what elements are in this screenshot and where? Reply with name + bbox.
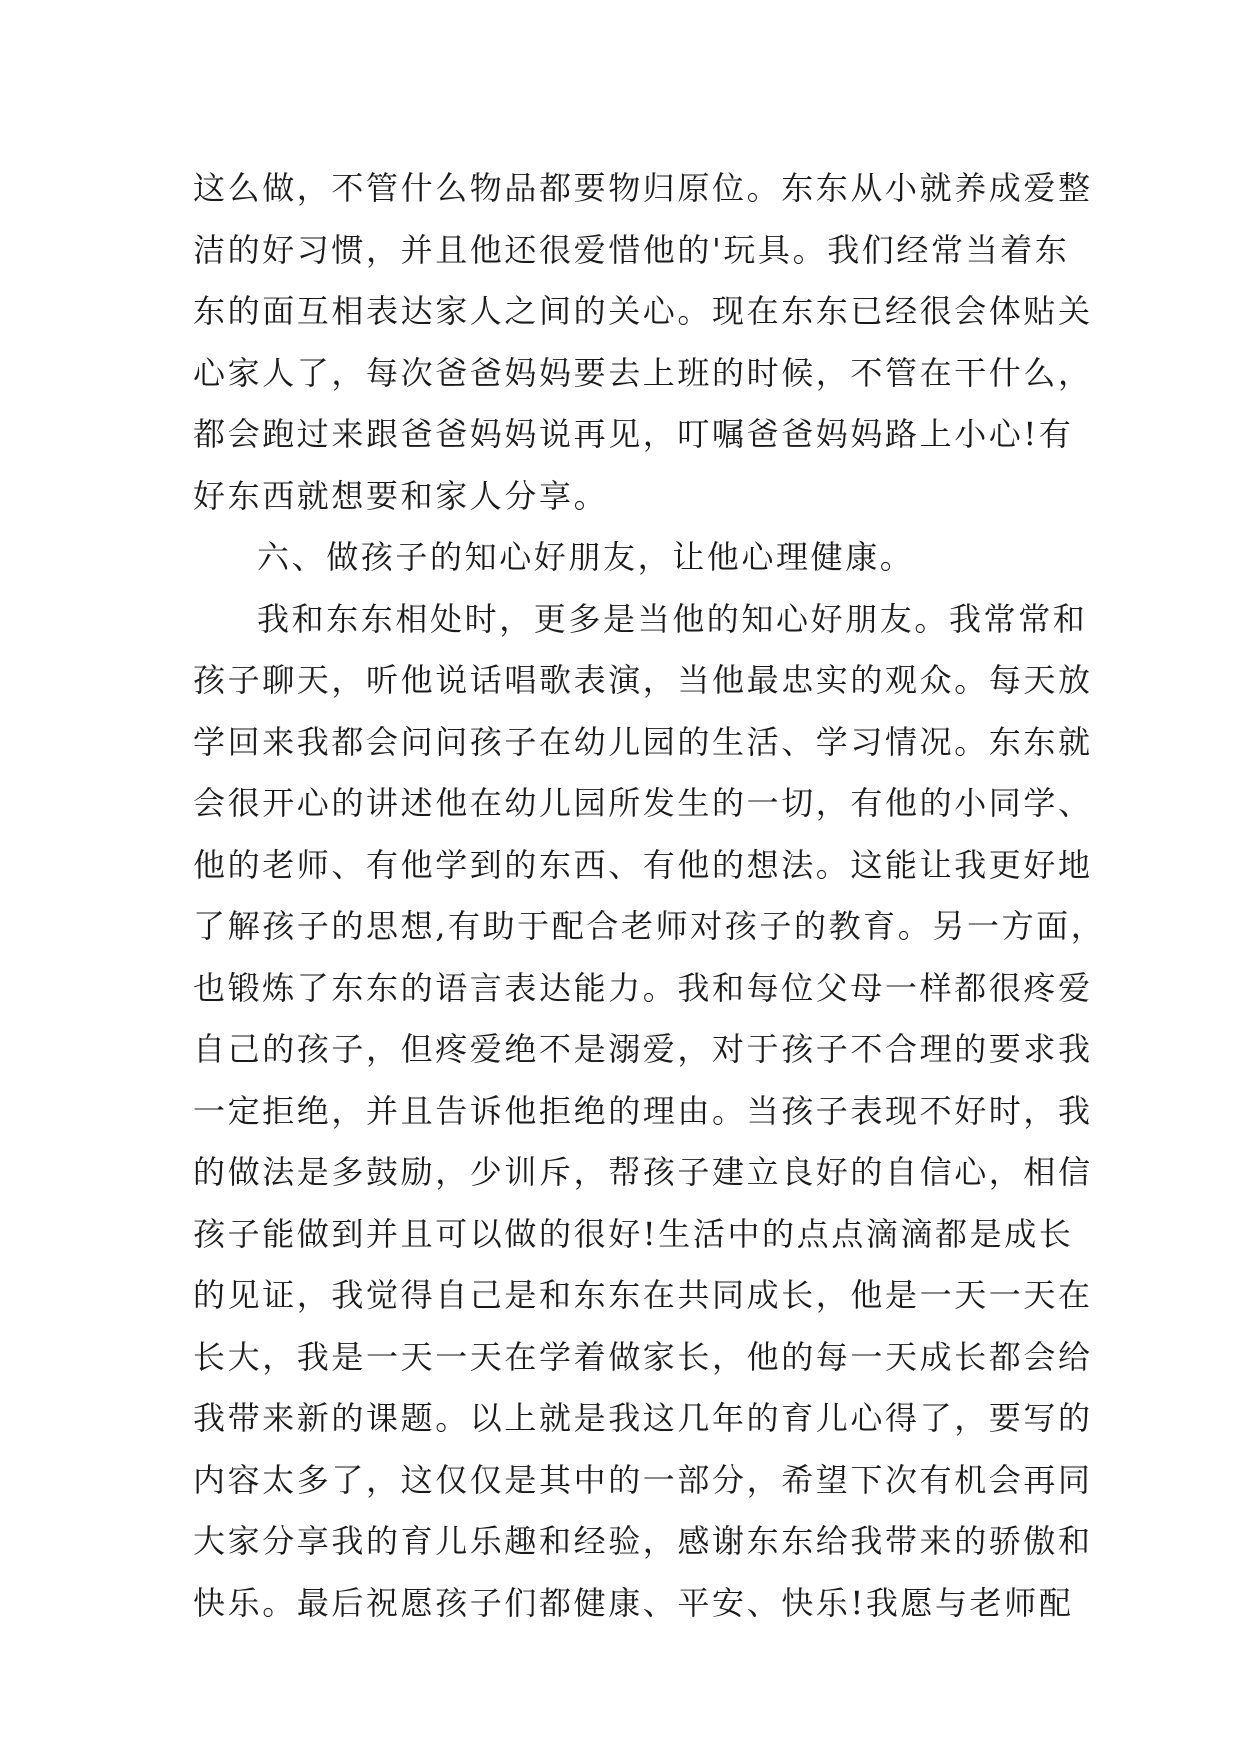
text-line: 学回来我都会问问孩子在幼儿园的生活、学习情况。东东就 bbox=[193, 722, 1093, 761]
text-line: 好东西就想要和家人分享。 bbox=[193, 476, 609, 515]
section-heading: 六、做孩子的知心好朋友，让他心理健康。 bbox=[257, 538, 915, 576]
text-line: 内容太多了，这仅仅是其中的一部分，希望下次有机会再同 bbox=[193, 1460, 1093, 1499]
text-line: 孩子能做到并且可以做的很好!生活中的点点滴滴都是成长 bbox=[193, 1214, 1074, 1253]
text-line: 他的老师、有他学到的东西、有他的想法。这能让我更好地 bbox=[193, 845, 1093, 884]
text-line: 洁的好习惯，并且他还很爱惜他的'玩具。我们经常当着东 bbox=[193, 230, 1070, 269]
text-line: 的见证，我觉得自己是和东东在共同成长，他是一天一天在 bbox=[193, 1276, 1093, 1314]
text-line: 这么做，不管什么物品都要物归原位。东东从小就养成爱整 bbox=[193, 169, 1093, 207]
text-line: 会很开心的讲述他在幼儿园所发生的一切，有他的小同学、 bbox=[193, 784, 1093, 822]
text-line: 东的面互相表达家人之间的关心。现在东东已经很会体贴关 bbox=[193, 292, 1093, 330]
paragraph-start-line: 我和东东相处时，更多是当他的知心好朋友。我常常和 bbox=[257, 599, 1088, 638]
text-line: 大家分享我的育儿乐趣和经验，感谢东东给我带来的骄傲和 bbox=[193, 1522, 1093, 1560]
text-line: 了解孩子的思想,有助于配合老师对孩子的教育。另一方面， bbox=[193, 907, 1106, 945]
text-line: 也锻炼了东东的语言表达能力。我和每位父母一样都很疼爱 bbox=[193, 968, 1093, 1007]
text-line: 孩子聊天，听他说话唱歌表演，当他最忠实的观众。每天放 bbox=[193, 661, 1093, 699]
text-line: 自己的孩子，但疼爱绝不是溺爱，对于孩子不合理的要求我 bbox=[193, 1030, 1093, 1068]
text-line: 我带来新的课题。以上就是我这几年的育儿心得了，要写的 bbox=[193, 1399, 1093, 1437]
text-line: 快乐。最后祝愿孩子们都健康、平安、快乐!我愿与老师配 bbox=[193, 1583, 1074, 1622]
text-line: 一定拒绝，并且告诉他拒绝的理由。当孩子表现不好时，我 bbox=[193, 1091, 1093, 1130]
text-line: 都会跑过来跟爸爸妈妈说再见，叮嘱爸爸妈妈路上小心!有 bbox=[193, 415, 1074, 453]
body-text bbox=[193, 158, 1106, 1634]
text-line: 心家人了，每次爸爸妈妈要去上班的时候，不管在干什么， bbox=[193, 353, 1093, 392]
text-line: 长大，我是一天一天在学着做家长，他的每一天成长都会给 bbox=[193, 1337, 1093, 1376]
text-line: 的做法是多鼓励，少训斥，帮孩子建立良好的自信心，相信 bbox=[193, 1153, 1093, 1191]
